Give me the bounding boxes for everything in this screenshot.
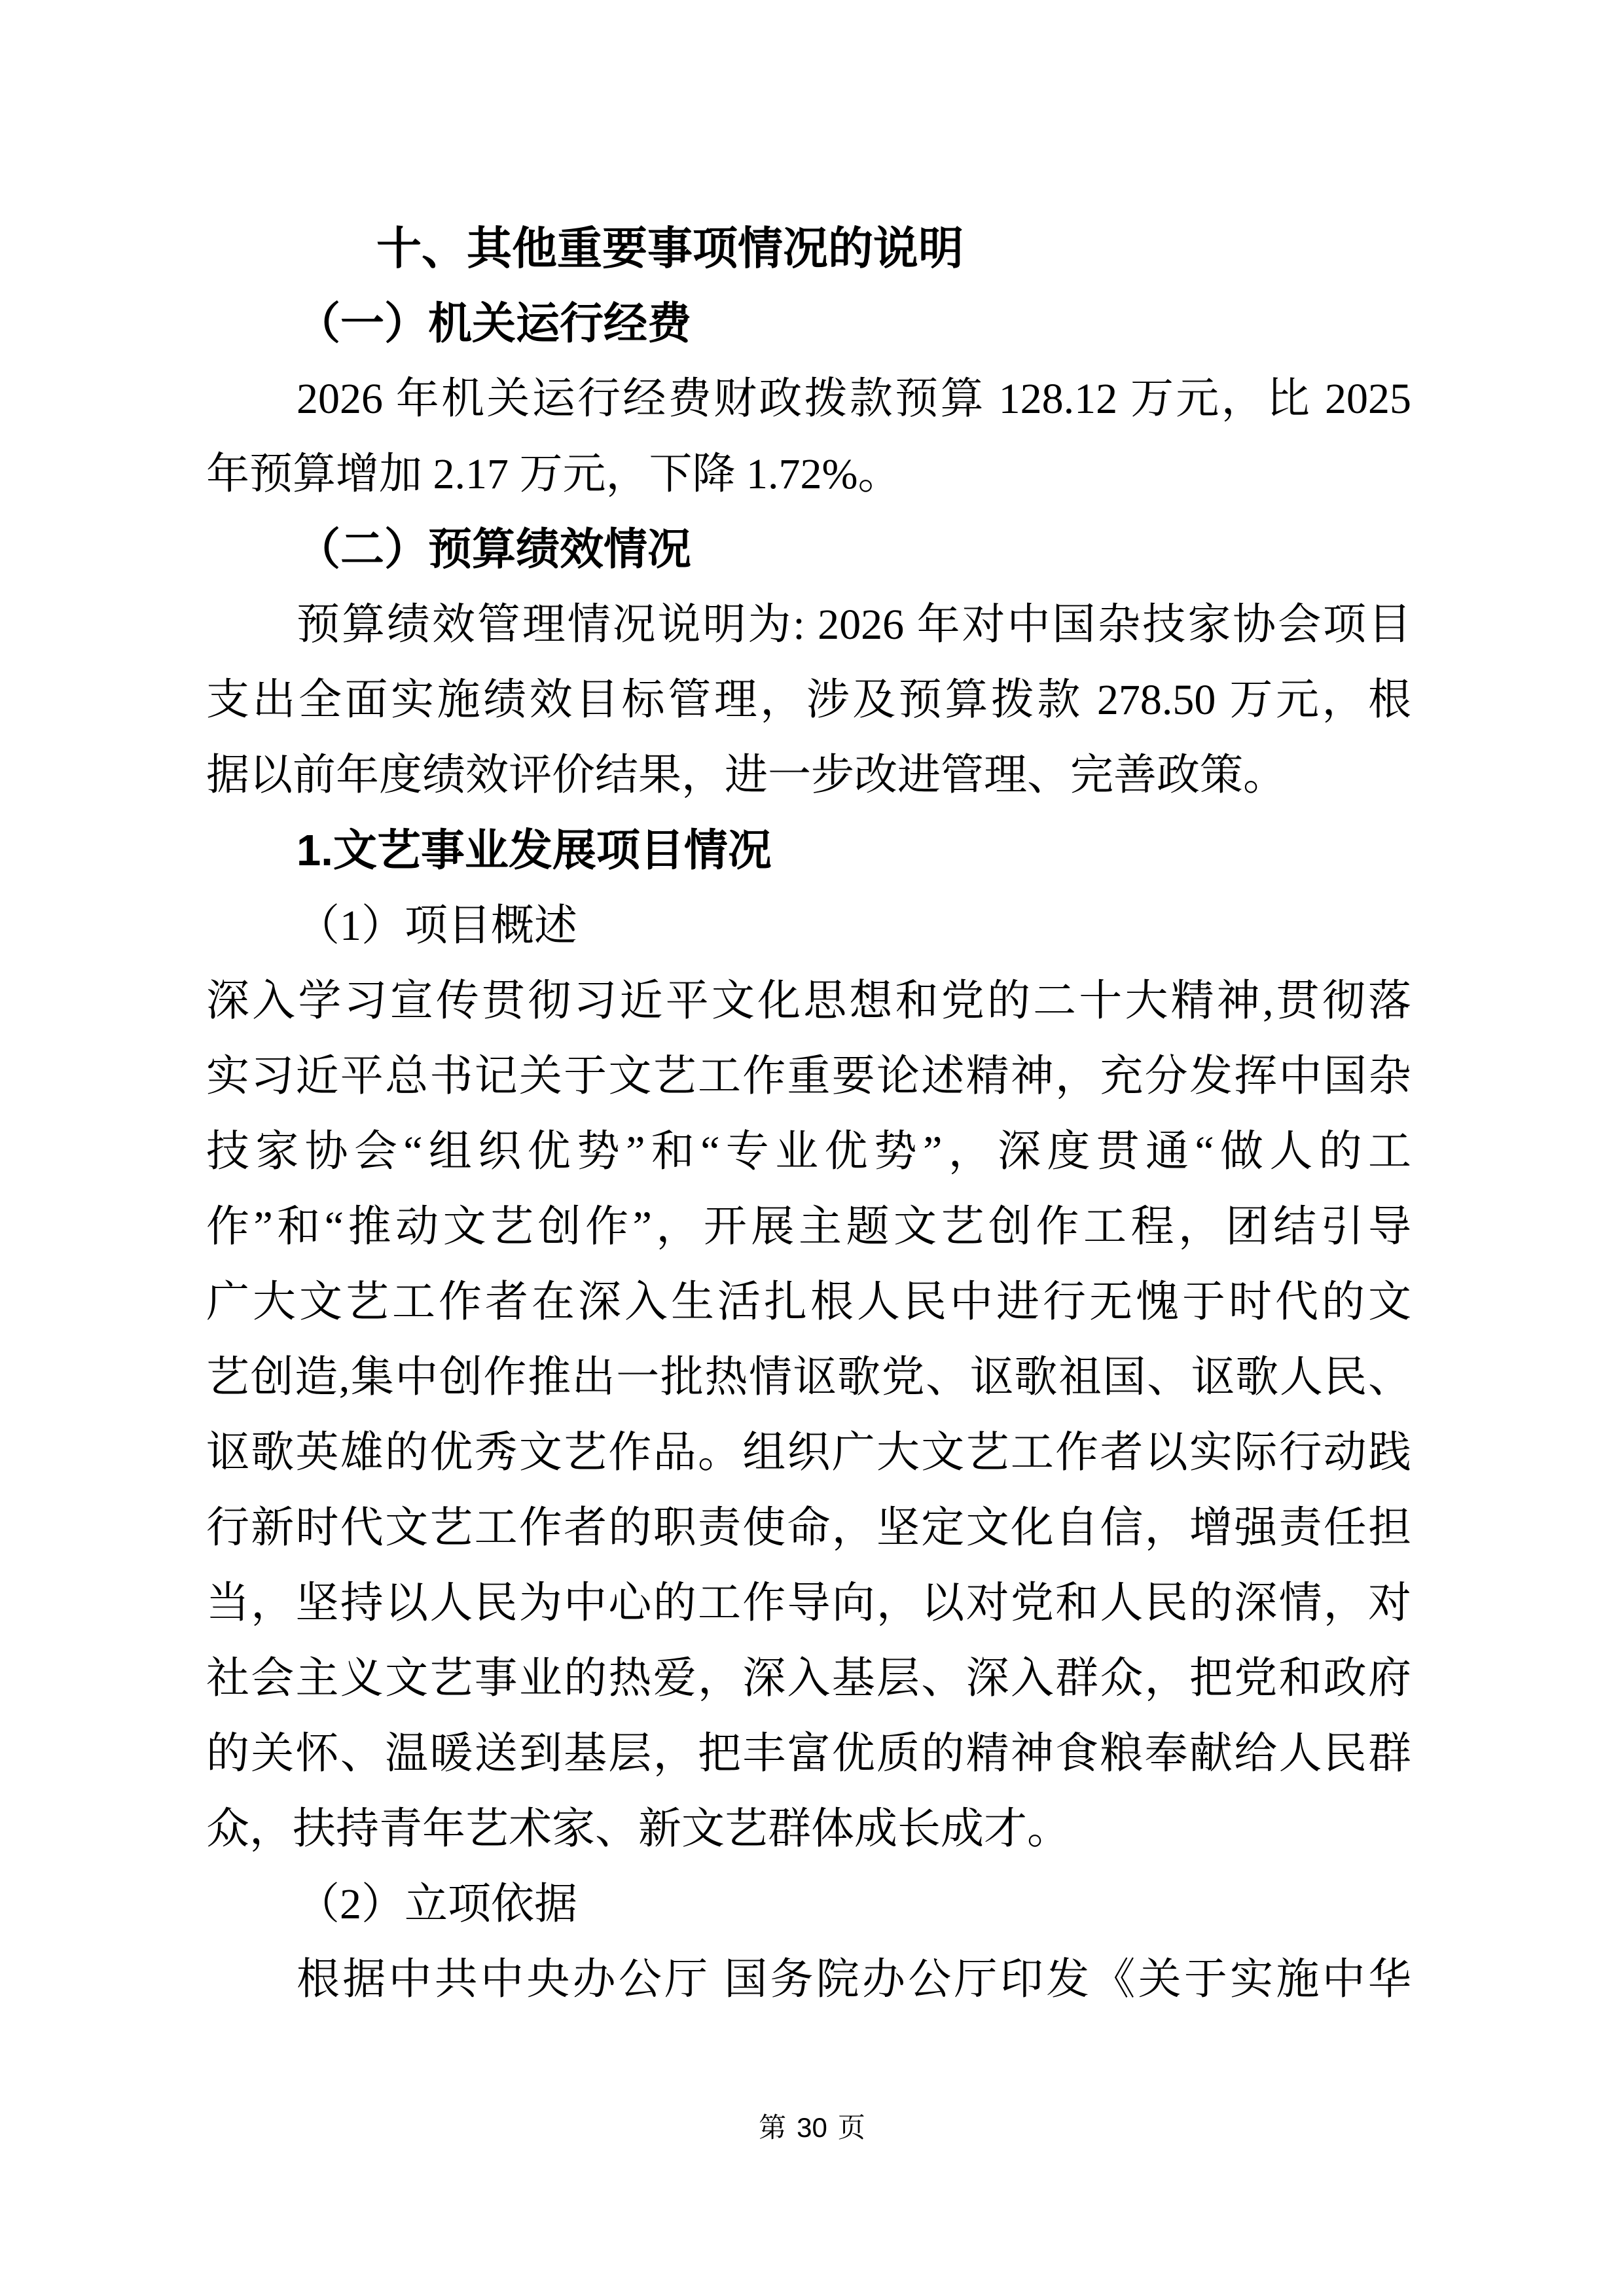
body-line: 众，扶持青年艺术家、新文艺群体成长成才。 bbox=[206, 1805, 1070, 1853]
document-body bbox=[206, 211, 1411, 2017]
body-line: 艺创造,集中创作推出一批热情讴歌党、讴歌祖国、讴歌人民、 bbox=[206, 1354, 1411, 1401]
body-line: 当，坚持以人民为中心的工作导向，以对党和人民的深情，对 bbox=[206, 1579, 1411, 1627]
body-line: 年预算增加 2.17 万元，下降 1.72%。 bbox=[206, 450, 901, 498]
footer-suffix: 页 bbox=[837, 2113, 865, 2144]
body-line: 社会主义文艺事业的热爱，深入基层、深入群众，把党和政府 bbox=[206, 1655, 1411, 1702]
footer-prefix: 第 bbox=[759, 2113, 787, 2144]
body-line: 讴歌英雄的优秀文艺作品。组织广大文艺工作者以实际行动践 bbox=[206, 1429, 1411, 1477]
subsection-heading-2: （二）预算绩效情况 bbox=[297, 525, 691, 574]
page-number: 30 bbox=[797, 2112, 827, 2143]
subsection-heading-1: （一）机关运行经费 bbox=[297, 299, 691, 348]
body-line: 预算绩效管理情况说明为: 2026 年对中国杂技家协会项目 bbox=[297, 601, 1411, 649]
sub-item-heading-2: （2）立项依据 bbox=[297, 1880, 577, 1928]
body-line: 的关怀、温暖送到基层，把丰富优质的精神食粮奉献给人民群 bbox=[206, 1730, 1411, 1778]
body-line: 实习近平总书记关于文艺工作重要论述精神，充分发挥中国杂 bbox=[206, 1052, 1411, 1100]
body-line: 深入学习宣传贯彻习近平文化思想和党的二十大精神,贯彻落 bbox=[206, 977, 1411, 1025]
body-line: 作”和“推动文艺创作”，开展主题文艺创作工程，团结引导 bbox=[206, 1203, 1411, 1251]
body-line: 技家协会“组织优势”和“专业优势”，深度贯通“做人的工 bbox=[206, 1128, 1411, 1175]
section-heading: 十、其他重要事项情况的说明 bbox=[376, 223, 964, 274]
body-line: 行新时代文艺工作者的职责使命，坚定文化自信，增强责任担 bbox=[206, 1504, 1411, 1552]
body-line: 广大文艺工作者在深入生活扎根人民中进行无愧于时代的文 bbox=[206, 1278, 1411, 1326]
body-line: 2026 年机关运行经费财政拨款预算 128.12 万元，比 2025 bbox=[297, 375, 1411, 423]
page-footer bbox=[0, 2106, 1624, 2145]
body-line: 支出全面实施绩效目标管理，涉及预算拨款 278.50 万元，根 bbox=[206, 676, 1411, 724]
body-line: 据以前年度绩效评价结果，进一步改进管理、完善政策。 bbox=[206, 751, 1286, 799]
item-heading-1: 1.文艺事业发展项目情况 bbox=[297, 826, 772, 875]
sub-item-heading-1: （1）项目概述 bbox=[297, 902, 577, 950]
body-line: 根据中共中央办公厅 国务院办公厅印发《关于实施中华 bbox=[297, 1956, 1411, 2003]
